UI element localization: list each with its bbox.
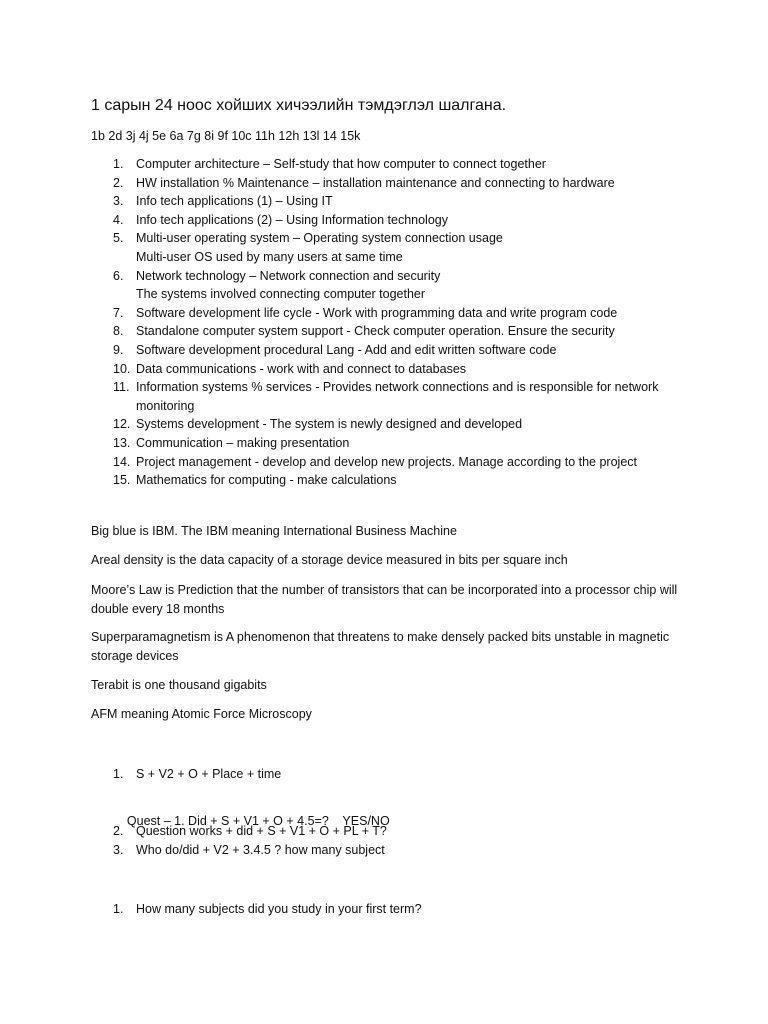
subject-list xyxy=(91,155,711,490)
note-terabit: Terabit is one thousand gigabits xyxy=(91,678,267,692)
list-number: 15. xyxy=(113,473,131,488)
list-item-text: Computer architecture – Self-study that how computer to connect together xyxy=(136,157,546,171)
note-areal-density: Areal density is the data capacity of a storage device measured in bits per square inch xyxy=(91,553,568,567)
page-title: 1 сарын 24 ноос хойших хичээлийн тэмдэглэл шалгана. xyxy=(91,97,507,114)
list-item xyxy=(91,322,711,341)
list-item xyxy=(91,155,711,174)
list-item-text: Communication – making presentation xyxy=(136,435,350,450)
list-number: 1. xyxy=(113,767,124,781)
answer-codes: 1b 2d 3j 4j 5e 6a 7g 8i 9f 10c 11h 12h 13l 14 15k xyxy=(91,129,361,143)
list-item-text: Information systems % services - Provides network connections and is responsible for network xyxy=(136,380,659,395)
note-superparamagnetism: Superparamagnetism is A phenomenon that threatens to make densely packed bits unstable in magnetic storage devices xyxy=(91,630,670,663)
list-item-text: Multi-user OS used by many users at same time xyxy=(136,249,403,264)
list-item-text: Software development life cycle - Work with programming data and write program code xyxy=(136,305,618,320)
list-item-text: Network technology – Network connection and security xyxy=(136,268,441,283)
note-moores-law: Moore’s Law is Prediction that the number of transistors that can be incorporated into a processor chip will double every 18 months xyxy=(91,583,678,616)
list-item xyxy=(91,267,711,304)
list-number: 6. xyxy=(113,268,124,283)
list-number: 12. xyxy=(113,417,131,432)
question-item-1 xyxy=(113,900,513,918)
list-item-text: Systems development - The system is newly designed and developed xyxy=(136,417,523,432)
list-number: 3. xyxy=(113,843,124,857)
grammar-item-1 xyxy=(113,765,413,783)
list-number: 7. xyxy=(113,305,124,320)
list-number: 13. xyxy=(113,435,131,450)
list-item xyxy=(91,341,711,360)
list-item-text: Data communications - work with and connect to databases xyxy=(136,361,467,376)
note-afm: AFM meaning Atomic Force Microscopy xyxy=(91,707,312,721)
list-item-text: Standalone computer system support - Check computer operation. Ensure the security xyxy=(136,324,615,339)
question-text: How many subjects did you study in your first term? xyxy=(136,902,422,916)
list-item-text: The systems involved connecting computer together xyxy=(136,287,426,302)
list-item-text: Project management - develop and develop new projects. Manage according to the project xyxy=(136,454,637,469)
grammar-item-3 xyxy=(113,841,513,859)
list-number: 9. xyxy=(113,342,124,357)
list-number: 4. xyxy=(113,212,124,227)
list-item xyxy=(91,174,711,193)
list-number: 1. xyxy=(113,157,124,171)
grammar-formula: Who do/did + V2 + 3.4.5 ? how many subject xyxy=(136,843,385,857)
list-number: 2. xyxy=(113,175,124,190)
list-item-text: Info tech applications (1) – Using IT xyxy=(136,194,333,209)
grammar-formula: S + V2 + O + Place + time xyxy=(136,767,282,781)
list-item xyxy=(91,229,711,266)
list-item xyxy=(91,360,711,379)
list-number: 3. xyxy=(113,194,124,209)
grammar-item-2 xyxy=(113,822,513,840)
note-ibm: Big blue is IBM. The IBM meaning International Business Machine xyxy=(91,524,457,538)
quest-formula: Quest – 1. Did + S + V1 + O + 4.5=? YES/NO xyxy=(126,814,390,828)
list-number: 14. xyxy=(113,454,131,469)
list-item-text: Multi-user operating system – Operating system connection usage xyxy=(136,231,503,246)
grammar-quest xyxy=(113,794,513,828)
list-item xyxy=(91,304,711,323)
list-item xyxy=(91,211,711,230)
list-item-text: Software development procedural Lang - Add and edit written software code xyxy=(136,342,557,357)
list-item-text: monitoring xyxy=(136,398,195,413)
list-item xyxy=(91,192,711,211)
grammar-formula: Question works + did + S + V1 + O + PL + T? xyxy=(136,824,387,838)
list-number: 11. xyxy=(113,380,130,395)
list-number: 10. xyxy=(113,361,131,376)
list-item xyxy=(91,415,711,434)
list-item xyxy=(91,378,711,415)
list-item xyxy=(91,471,711,490)
list-item xyxy=(91,434,711,453)
list-item-text: Info tech applications (2) – Using Information technology xyxy=(136,212,448,227)
list-item-text: Mathematics for computing - make calculations xyxy=(136,473,397,488)
list-number: 2. xyxy=(113,824,124,838)
list-number: 1. xyxy=(113,902,124,916)
list-item-text: HW installation % Maintenance – installation maintenance and connecting to hardware xyxy=(136,175,615,190)
list-item xyxy=(91,453,711,472)
list-number: 8. xyxy=(113,324,124,339)
list-number: 5. xyxy=(113,231,124,246)
